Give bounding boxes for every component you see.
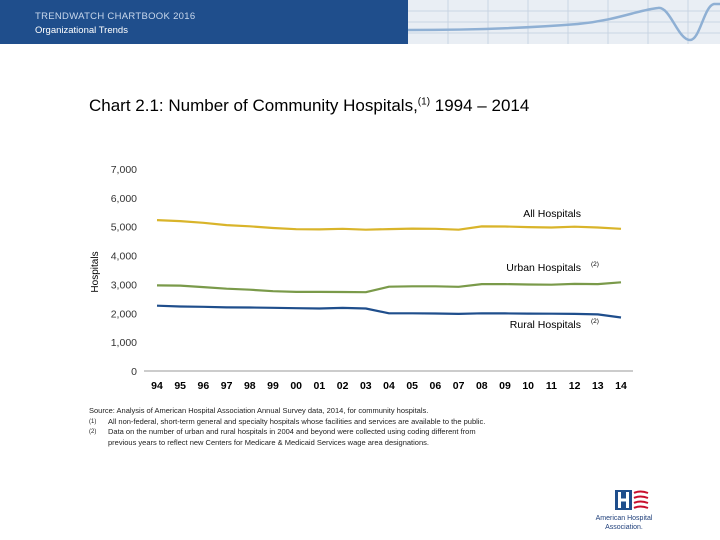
footnote-1 <box>89 417 589 428</box>
x-tick-label: 12 <box>568 380 581 392</box>
logo-text-line-2: Association. <box>605 524 643 531</box>
x-tick-label: 96 <box>197 380 210 392</box>
y-tick-label: 1,000 <box>110 337 137 350</box>
x-tick-label: 97 <box>220 380 233 392</box>
footnote-2-line-2: previous years to reflect new Centers for Medicare & Medicaid Services wage area designations. <box>108 437 429 447</box>
series-line-1 <box>157 282 621 292</box>
x-tick-label: 95 <box>174 380 187 392</box>
series-label-2: Rural Hospitals <box>509 319 581 331</box>
footnote-1-mark: (1) <box>89 418 97 425</box>
x-tick-label: 11 <box>545 380 557 392</box>
x-tick-label: 04 <box>383 380 395 392</box>
y-tick-label: 4,000 <box>110 250 137 263</box>
footnotes <box>89 406 589 448</box>
x-tick-label: 14 <box>615 380 627 392</box>
x-tick-label: 01 <box>313 380 326 392</box>
y-tick-label: 5,000 <box>110 221 137 234</box>
logo-text-line-1: American Hospital <box>595 515 653 522</box>
x-tick-label: 06 <box>429 380 442 392</box>
y-tick-label: 2,000 <box>110 308 137 321</box>
aha-logo <box>586 488 666 536</box>
y-tick-label: 0 <box>131 366 137 378</box>
x-tick-label: 02 <box>336 380 349 392</box>
y-axis-label: Hospitals <box>90 251 101 293</box>
source-note: Source: Analysis of American Hospital Association Annual Survey data, 2014, for community hospitals. <box>89 406 429 415</box>
series-label-0: All Hospitals <box>523 208 581 220</box>
x-tick-label: 00 <box>290 380 303 392</box>
x-tick-label: 08 <box>475 380 488 392</box>
footnote-1-text: All non-federal, short-term general and specialty hospitals whose facilities and services are available to the public. <box>108 416 486 426</box>
y-tick-label: 7,000 <box>110 164 137 176</box>
section-subtitle: Organizational Trends <box>35 25 128 36</box>
chart-title-text: Chart 2.1: Number of Community Hospitals, <box>89 96 418 115</box>
x-tick-label: 07 <box>452 380 465 392</box>
y-tick-label: 6,000 <box>110 192 137 205</box>
chart-title-years: 1994 – 2014 <box>434 96 530 115</box>
y-tick-label: 3,000 <box>110 279 137 292</box>
series-label-footnote-2: (2) <box>591 318 599 325</box>
x-tick-label: 99 <box>267 380 279 392</box>
x-tick-label: 94 <box>151 380 163 392</box>
aha-logo-mark <box>586 488 662 514</box>
series-line-2 <box>157 306 621 318</box>
x-tick-label: 05 <box>406 380 419 392</box>
series-line-0 <box>157 220 621 230</box>
x-tick-label: 10 <box>522 380 535 392</box>
series-label-1: Urban Hospitals <box>506 262 581 274</box>
footnote-2-line-1: Data on the number of urban and rural hospitals in 2004 and beyond were collected using coding different from <box>108 427 476 436</box>
chart-title-footnote-mark: (1) <box>417 96 431 108</box>
x-tick-label: 98 <box>243 380 256 392</box>
x-tick-label: 09 <box>499 380 511 392</box>
series-label-footnote-1: (2) <box>591 261 599 268</box>
x-tick-label: 13 <box>591 380 604 392</box>
footnote-2-mark: (2) <box>89 429 97 435</box>
x-tick-label: 03 <box>359 380 372 392</box>
footnote-2 <box>89 427 589 448</box>
chartbook-title: TRENDWATCH CHARTBOOK 2016 <box>35 11 196 22</box>
